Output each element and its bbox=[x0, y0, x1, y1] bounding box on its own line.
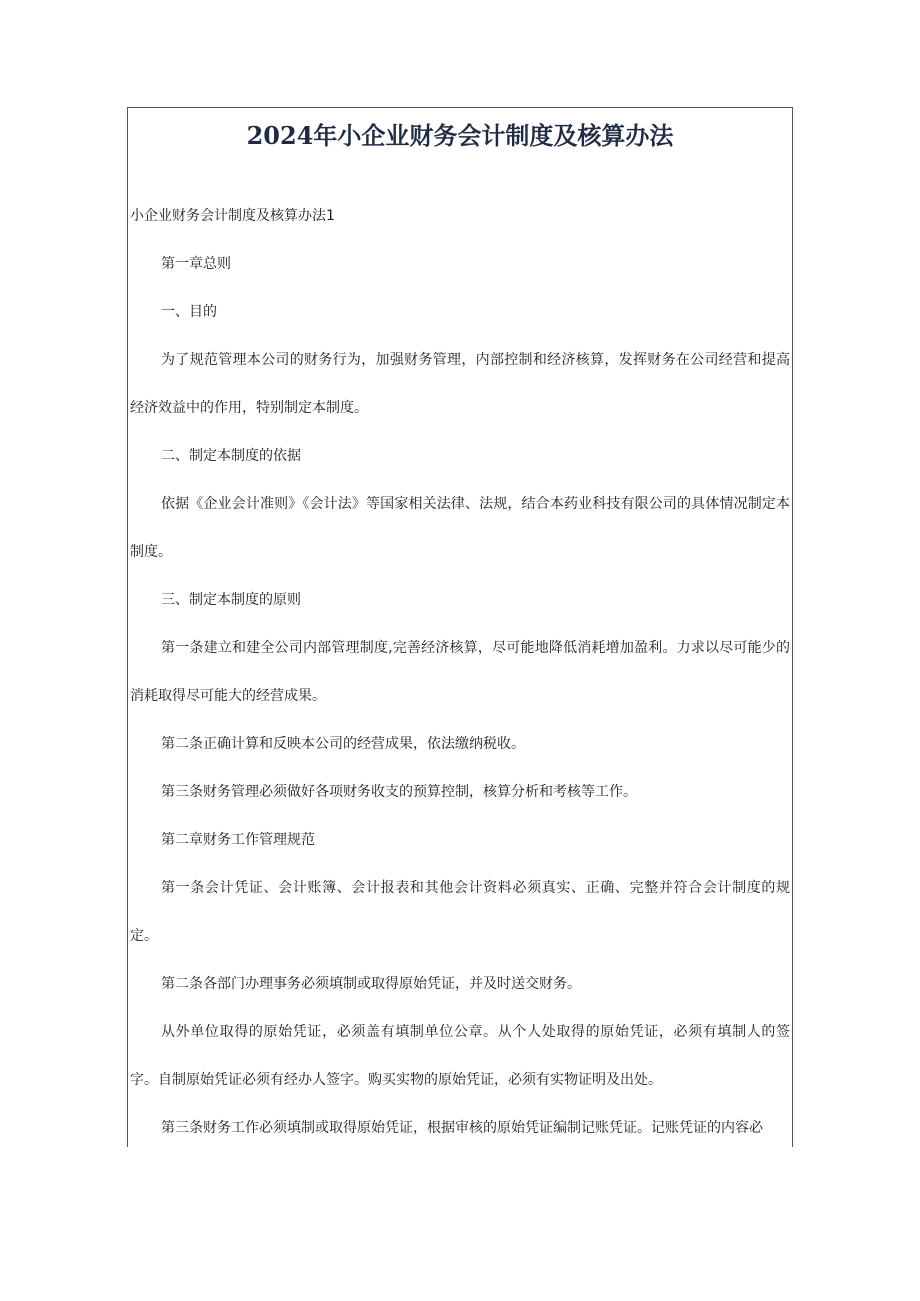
document-paragraph: 第三条财务管理必须做好各项财务收支的预算控制，核算分析和考核等工作。 bbox=[161, 784, 637, 800]
document-paragraph: 三、制定本制度的原则 bbox=[161, 592, 301, 608]
document-paragraph: 二、制定本制度的依据 bbox=[161, 448, 301, 464]
document-body bbox=[128, 192, 792, 1147]
document-paragraph: 第二章财务工作管理规范 bbox=[161, 832, 315, 848]
document-title: 2024年小企业财务会计制度及核算办法 bbox=[246, 121, 674, 150]
document-paragraph: 为了规范管理本公司的财务行为，加强财务管理，内部控制和经济核算，发挥财务在公司经营和提高经济效益中的作用，特别制定本制度。 bbox=[130, 352, 790, 416]
document-paragraph: 依据《企业会计准则》《会计法》等国家相关法律、法规，结合本药业科技有限公司的具体情况制定本制度。 bbox=[130, 496, 790, 560]
document-paragraph: 一、目的 bbox=[161, 304, 217, 320]
document-paragraph: 第二条各部门办理事务必须填制或取得原始凭证，并及时送交财务。 bbox=[161, 976, 581, 992]
document-paragraph: 第一条建立和建全公司内部管理制度,完善经济核算，尽可能地降低消耗增加盈利。力求以尽可能少的消耗取得尽可能大的经营成果。 bbox=[130, 640, 790, 704]
document-paragraph: 第一条会计凭证、会计账簿、会计报表和其他会计资料必须真实、正确、完整并符合会计制度的规定。 bbox=[130, 880, 790, 944]
document-paragraph: 从外单位取得的原始凭证，必须盖有填制单位公章。从个人处取得的原始凭证，必须有填制人的签字。自制原始凭证必须有经办人签字。购买实物的原始凭证，必须有实物证明及出处。 bbox=[130, 1024, 790, 1088]
document-paragraph: 小企业财务会计制度及核算办法1 bbox=[130, 208, 335, 224]
document-frame bbox=[127, 107, 793, 1147]
document-paragraph: 第二条正确计算和反映本公司的经营成果，依法缴纳税收。 bbox=[161, 736, 525, 752]
document-paragraph: 第一章总则 bbox=[161, 256, 231, 272]
document-paragraph: 第三条财务工作必须填制或取得原始凭证，根据审核的原始凭证编制记账凭证。记账凭证的内容必 bbox=[161, 1120, 763, 1136]
